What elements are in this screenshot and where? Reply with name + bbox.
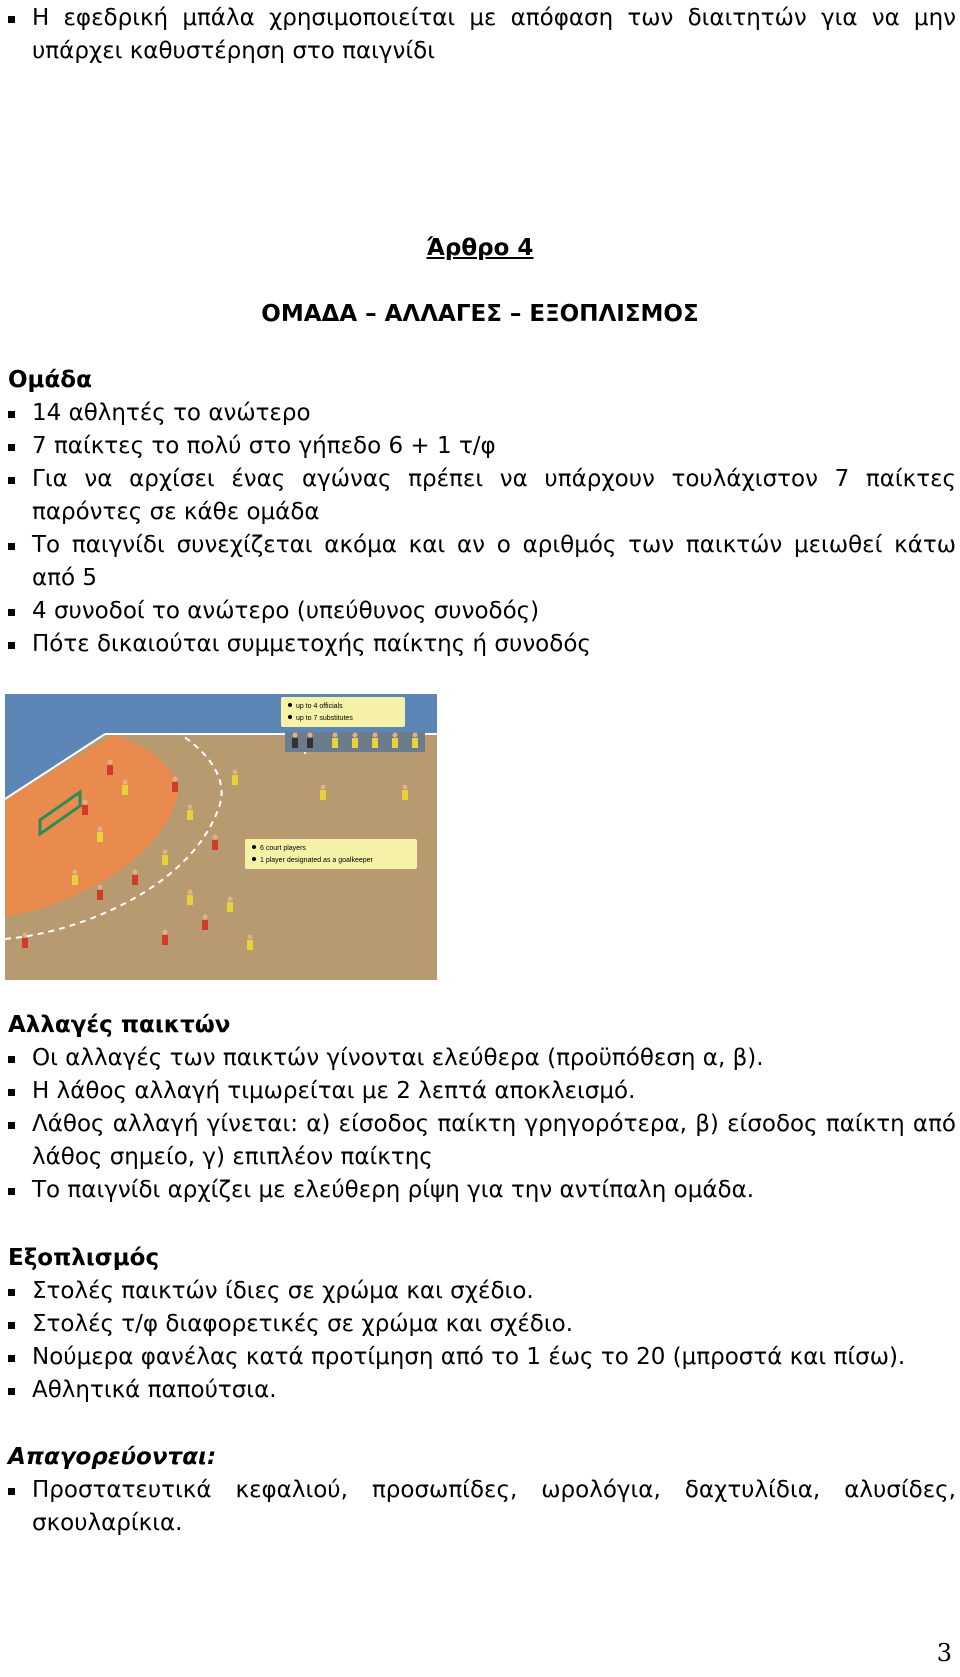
bullet-icon xyxy=(8,411,15,418)
player-icon xyxy=(352,738,358,748)
article-title: ΟΜΑΔΑ – ΑΛΛΑΓΕΣ – ΕΞΟΠΛΙΣΜΟΣ xyxy=(261,301,699,327)
list-item: Το παιγνίδι συνεχίζεται ακόμα και αν ο αριθμός των παικτών μειωθεί κάτω από 5 xyxy=(8,529,956,595)
list-item: 7 παίκτες το πολύ στο γήπεδο 6 + 1 τ/φ xyxy=(8,430,956,463)
player-head-icon xyxy=(321,785,326,790)
list-item: Αθλητικά παπούτσια. xyxy=(8,1374,956,1407)
player-icon xyxy=(72,875,78,885)
bullet-icon xyxy=(8,609,15,616)
player-head-icon xyxy=(173,777,178,782)
bullet-icon xyxy=(8,16,15,23)
svg-text:up to 4 officials: up to 4 officials xyxy=(296,703,343,710)
bullet-icon xyxy=(8,1355,15,1362)
bullet-icon xyxy=(8,543,15,550)
player-icon xyxy=(162,935,168,945)
player-icon xyxy=(232,775,238,785)
bullet-icon xyxy=(8,1089,15,1096)
svg-text:6 court players: 6 court players xyxy=(260,845,306,852)
svg-text:up to 7 substitutes: up to 7 substitutes xyxy=(296,715,353,722)
player-head-icon xyxy=(308,733,313,738)
equipment-list xyxy=(8,1275,956,1407)
player-icon xyxy=(332,738,338,748)
equipment-heading: Εξοπλισμός xyxy=(8,1245,160,1271)
svg-text:1 player designated as a goalk: 1 player designated as a goalkeeper xyxy=(260,857,373,864)
list-item: Οι αλλαγές των παικτών γίνονται ελεύθερα (προϋπόθεση α, β). xyxy=(8,1042,956,1075)
bullet-icon xyxy=(8,1289,15,1296)
substitutions-heading: Αλλαγές παικτών xyxy=(8,1012,231,1038)
player-icon xyxy=(392,738,398,748)
player-icon xyxy=(122,785,128,795)
bullet-icon xyxy=(8,444,15,451)
player-icon xyxy=(212,840,218,850)
player-icon xyxy=(247,940,253,950)
player-head-icon xyxy=(228,897,233,902)
player-icon xyxy=(132,875,138,885)
bullet-icon xyxy=(8,1056,15,1063)
player-icon xyxy=(97,890,103,900)
bullet-icon xyxy=(8,1388,15,1395)
player-head-icon xyxy=(188,890,193,895)
list-item: Στολές τ/φ διαφορετικές σε χρώμα και σχέδιο. xyxy=(8,1308,956,1341)
player-icon xyxy=(82,805,88,815)
player-icon xyxy=(320,790,326,800)
player-head-icon xyxy=(248,935,253,940)
list-item: Για να αρχίσει ένας αγώνας πρέπει να υπάρχουν τουλάχιστον 7 παίκτες παρόντες σε κάθε ομάδα xyxy=(8,463,956,529)
player-head-icon xyxy=(73,870,78,875)
bullet-icon xyxy=(8,477,15,484)
player-head-icon xyxy=(133,870,138,875)
player-icon xyxy=(307,738,313,748)
bullet-icon xyxy=(8,642,15,649)
bullet-icon xyxy=(8,1122,15,1129)
player-head-icon xyxy=(108,760,113,765)
player-head-icon xyxy=(353,733,358,738)
player-icon xyxy=(412,738,418,748)
player-icon xyxy=(107,765,113,775)
list-item: Το παιγνίδι αρχίζει με ελεύθερη ρίψη για την αντίπαλη ομάδα. xyxy=(8,1174,956,1207)
substitutions-list xyxy=(8,1042,956,1207)
player-icon xyxy=(202,920,208,930)
list-item: Η εφεδρική μπάλα χρησιμοποιείται με απόφαση των διαιτητών για να μην υπάρχει καθυστέρηση στο παιγνίδι xyxy=(8,2,956,68)
player-icon xyxy=(162,855,168,865)
player-head-icon xyxy=(163,930,168,935)
player-head-icon xyxy=(233,770,238,775)
list-item: Νούμερα φανέλας κατά προτίμηση από το 1 έως το 20 (μπροστά και πίσω). xyxy=(8,1341,956,1374)
player-head-icon xyxy=(98,885,103,890)
player-icon xyxy=(227,902,233,912)
team-list xyxy=(8,397,956,661)
handball-court-illustration xyxy=(5,694,437,980)
player-icon xyxy=(22,938,28,948)
bullet-icon xyxy=(8,1188,15,1195)
player-icon xyxy=(292,738,298,748)
court-note xyxy=(245,839,417,869)
player-head-icon xyxy=(203,915,208,920)
list-item: Προστατευτικά κεφαλιού, προσωπίδες, ωρολόγια, δαχτυλίδια, αλυσίδες, σκουλαρίκια. xyxy=(8,1474,956,1540)
player-head-icon xyxy=(333,733,338,738)
bullet-icon xyxy=(8,1488,15,1495)
list-item: Η λάθος αλλαγή τιμωρείται με 2 λεπτά αποκλεισμό. xyxy=(8,1075,956,1108)
intro-list xyxy=(8,2,956,68)
list-item: Λάθος αλλαγή γίνεται: α) είσοδος παίκτη γρηγορότερα, β) είσοδος παίκτη από λάθος σημείο, γ) επιπλέον παίκτης xyxy=(8,1108,956,1174)
prohibited-list xyxy=(8,1474,956,1540)
player-head-icon xyxy=(123,780,128,785)
player-icon xyxy=(187,810,193,820)
player-head-icon xyxy=(213,835,218,840)
player-head-icon xyxy=(373,733,378,738)
player-head-icon xyxy=(188,805,193,810)
player-head-icon xyxy=(403,785,408,790)
bullet-icon xyxy=(8,1322,15,1329)
player-head-icon xyxy=(413,733,418,738)
bench-note xyxy=(281,697,405,727)
player-head-icon xyxy=(393,733,398,738)
list-item: Στολές παικτών ίδιες σε χρώμα και σχέδιο. xyxy=(8,1275,956,1308)
player-icon xyxy=(172,782,178,792)
article-number: Άρθρο 4 xyxy=(426,235,534,261)
player-icon xyxy=(372,738,378,748)
page-number: 3 xyxy=(936,1639,952,1667)
player-icon xyxy=(187,895,193,905)
list-item: 4 συνοδοί το ανώτερο (υπεύθυνος συνοδός) xyxy=(8,595,956,628)
player-icon xyxy=(97,832,103,842)
player-head-icon xyxy=(98,827,103,832)
player-head-icon xyxy=(163,850,168,855)
prohibited-heading: Απαγορεύονται: xyxy=(8,1444,217,1470)
player-head-icon xyxy=(23,933,28,938)
list-item: Πότε δικαιούται συμμετοχής παίκτης ή συνοδός xyxy=(8,628,956,661)
player-icon xyxy=(402,790,408,800)
team-heading: Ομάδα xyxy=(8,367,92,393)
player-head-icon xyxy=(83,800,88,805)
player-head-icon xyxy=(293,733,298,738)
list-item: 14 αθλητές το ανώτερο xyxy=(8,397,956,430)
